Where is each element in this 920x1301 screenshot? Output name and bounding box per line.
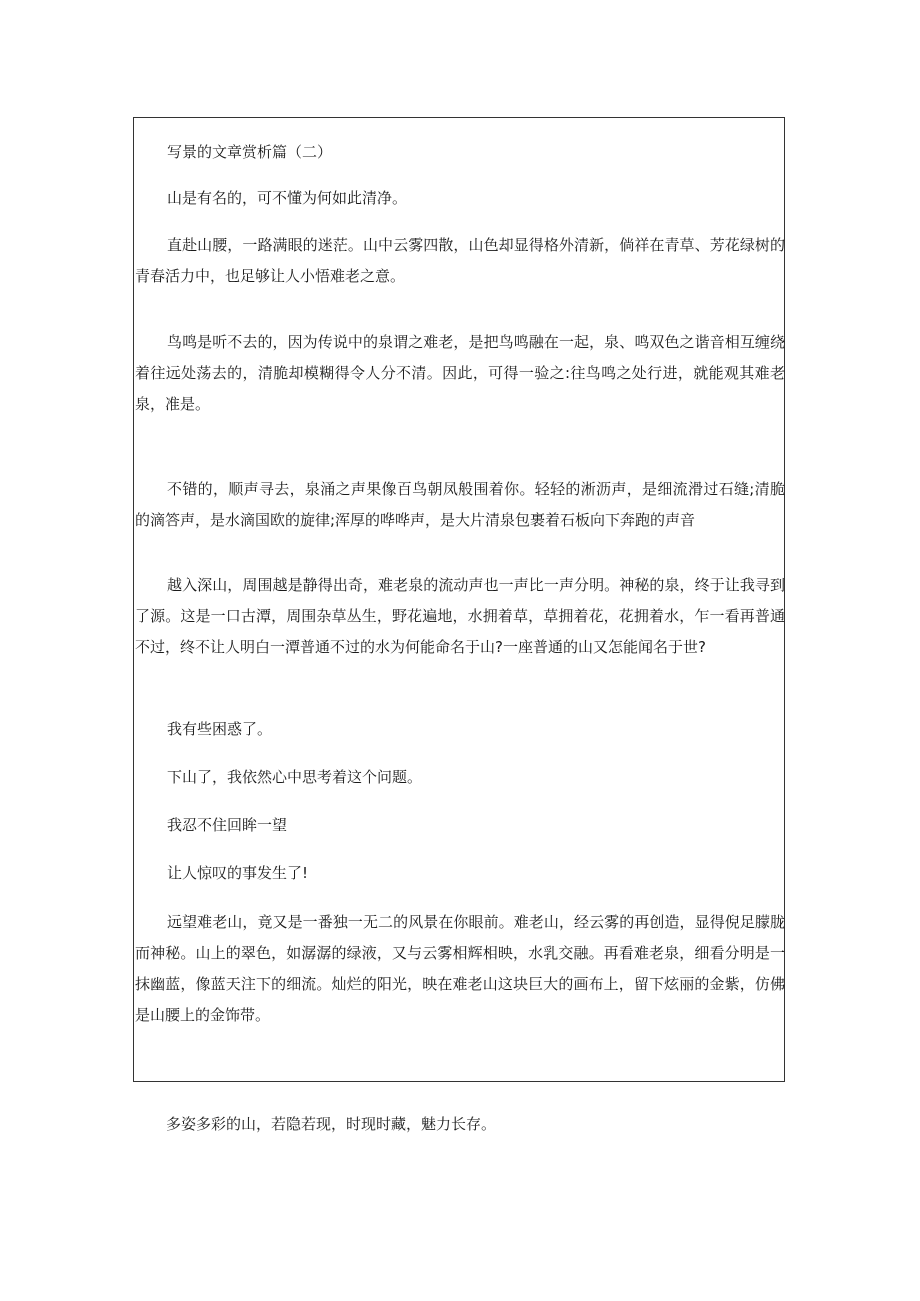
paragraph-3: 鸟鸣是听不去的，因为传说中的泉谓之难老，是把鸟鸣融在一起，泉、鸣双色之谐音相互缠绕着往远处荡去的，清脆却模糊得令人分不清。因此，可得一验之:往鸟鸣之处行进，就能观其难老泉，准是。 [135,333,785,413]
paragraph-6: 我有些困惑了。 [167,720,273,738]
paragraph-4: 不错的，顺声寻去，泉涌之声果像百鸟朝凤般围着你。轻轻的淅沥声，是细流滑过石缝;清脆的滴答声，是水滴国欧的旋律;浑厚的哗哗声，是大片清泉包裹着石板向下奔跑的声音 [135,480,785,529]
paragraph-10: 远望难老山，竟又是一番独一无二的风景在你眼前。难老山，经云雾的再创造，显得倪足朦胧而神秘。山上的翠色，如潺潺的绿液，又与云雾相辉相映，水乳交融。再看难老泉，细看分明是一抹幽蓝，像蓝天注下的细流。灿烂的阳光，映在难老山这块巨大的画布上，留下炫丽的金紫，仿佛是山腰上的金饰带。 [135,913,785,1024]
paragraph-5: 越入深山，周围越是静得出奇，难老泉的流动声也一声比一声分明。神秘的泉，终于让我寻到了源。这是一口古潭，周围杂草丛生，野花遍地，水拥着草，草拥着花，花拥着水，乍一看再普通不过，终不让人明白一潭普通不过的水为何能命名于山?一座普通的山又怎能闻名于世? [135,576,785,656]
paragraph-9: 让人惊叹的事发生了! [167,864,309,882]
paragraph-1: 山是有名的，可不懂为何如此清净。 [167,189,408,207]
paragraph-7: 下山了，我依然心中思考着这个问题。 [167,768,423,786]
closing-paragraph: 多姿多彩的山，若隐若现，时现时藏，魅力长存。 [166,1115,497,1133]
paragraph-8: 我忍不住回眸一望 [167,816,288,834]
article-title: 写景的文章赏析篇（二） [167,143,333,161]
paragraph-2: 直赴山腰，一路满眼的迷茫。山中云雾四散，山色却显得格外清新，倘祥在青草、芳花绿树的青春活力中，也足够让人小悟难老之意。 [135,236,785,285]
